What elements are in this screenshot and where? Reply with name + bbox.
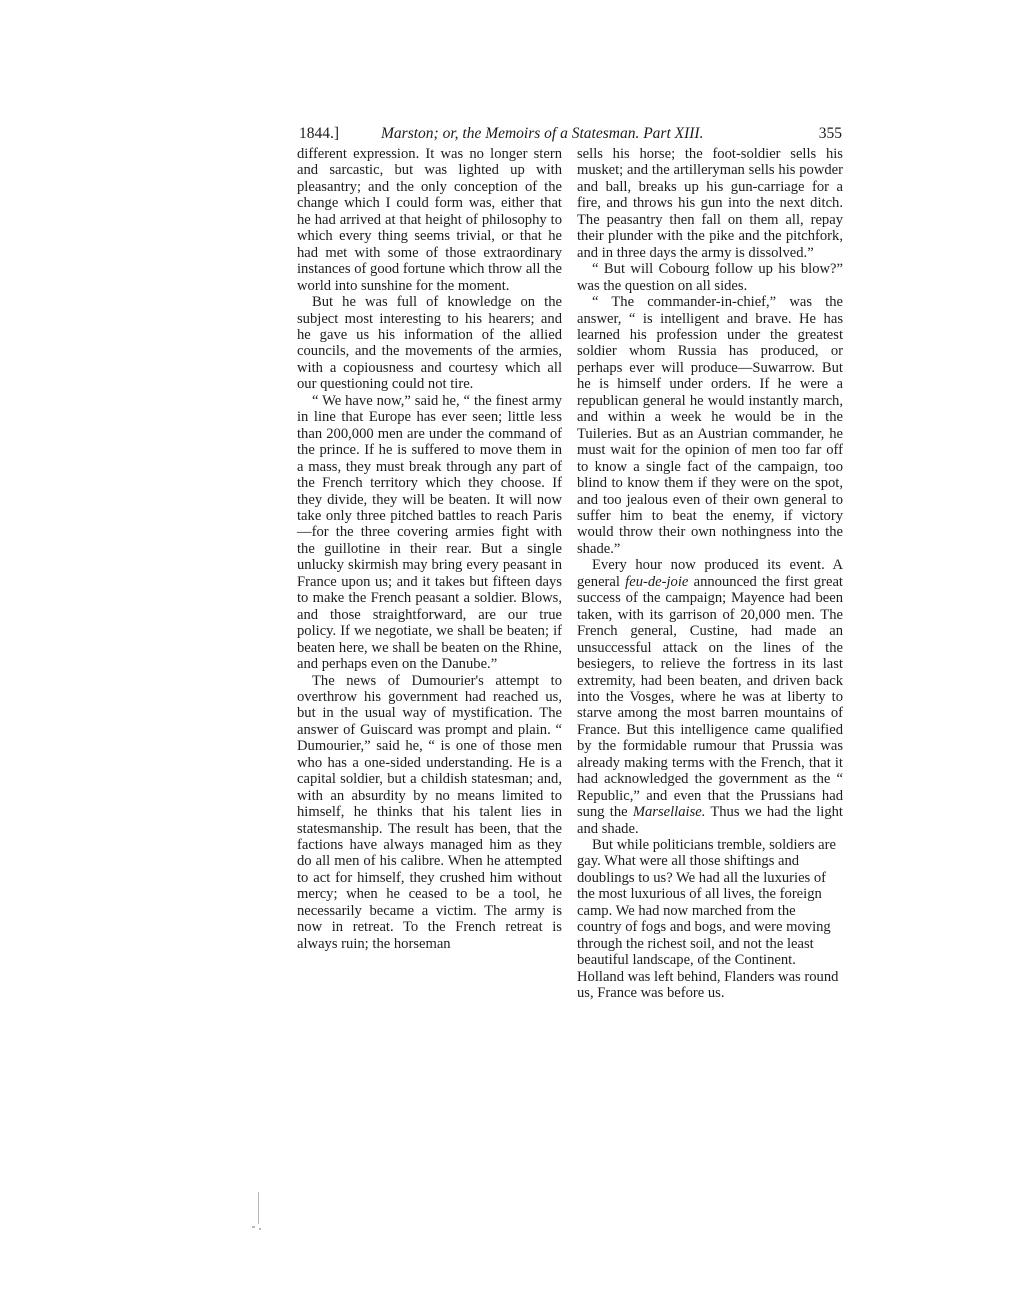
paragraph: different expression. It was no longer stern and sarcastic, but was lighted up with pleasantry; and the only conception of the change which I could form was, either that he had arrived at that height of philosophy to which every thing seems trivial, or that he had met with some of those extraordinary instances of good fortune which throw all the world into sunshine for the moment. [297, 146, 562, 294]
scan-artifact [252, 1226, 255, 1228]
paragraph: But while politicians tremble, soldiers are gay. What were all those shiftings and doublings to us? We had all the luxuries of the most luxurious of all lives, the foreign camp. We had now marched from the country of fogs and bogs, and were moving through the richest soil, and not the least beautiful landscape, of the Continent. Holland was left behind, Flanders was round us, France was before us. [577, 837, 839, 1002]
header-year: 1844.] [299, 125, 340, 142]
text-run: announced the first great success of the campaign; Mayence had been taken, with its garrison of 20,000 men. The French general, Custine, had made an unsuccessful attack on the lines of the besiegers, to relieve the fortress in its last extremity, had been beaten, and driven back into the Vosges, where he was at liberty to starve among the most barren mountains of France. But this intelligence came qualified by the formidable rumour that Prussia was already making terms with the French, that it had acknowledged the government as the “ Republic,” and even that the Prussians had sung the [577, 573, 843, 821]
paragraph: “ We have now,” said he, “ the finest army in line that Europe has ever seen; little less than 200,000 men are under the command of the prince. If he is suffered to move them in a mass, they must break through any part of the French territory which they choose. If they divide, they will be beaten. It will now take only three pitched battles to reach Paris—for the three covering armies fight with the guillotine in their rear. But a single unlucky skirmish may bring every peasant in France upon us; and it takes but fifteen days to make the French peasant a soldier. Blows, and those straightforward, are our true policy. If we negotiate, we shall be beaten; if beaten here, we shall be beaten on the Rhine, and perhaps even on the Danube.” [297, 392, 562, 673]
header-title: Marston; or, the Memoirs of a Statesman. Part XIII. [381, 125, 704, 142]
paragraph: But he was full of knowledge on the subject most interesting to his hearers; and he gave us his information of the allied councils, and the movements of the armies, with a copiousness and courtesy which all our questioning could not tire. [297, 294, 562, 393]
text-run: Thus we had the light and shade. [577, 804, 843, 837]
paragraph: “ But will Cobourg follow up his blow?” was the question on all sides. [577, 261, 843, 294]
right-column [577, 146, 843, 1002]
italic-phrase: feu-de-joie [625, 573, 689, 590]
running-header [297, 123, 842, 145]
paragraph: sells his horse; the foot-soldier sells his musket; and the artilleryman sells his powder and ball, breaks up his gun-carriage for a fire, and throws his gun into the next ditch. The peasantry then fall on them all, repay their plunder with the pike and the pitchfork, and in three days the army is dissolved.” [577, 146, 843, 261]
text-run: Every hour now produced its event. A general [577, 557, 843, 590]
page-number: 355 [818, 125, 842, 142]
paragraph: The news of Dumourier's attempt to overthrow his government had reached us, but in the usual way of mystification. The answer of Guiscard was prompt and plain. “ Dumourier,” said he, “ is one of those men who has a one-sided understanding. He is a capital soldier, but a childish statesman; and, with an absurdity by no means limited to himself, he thinks that his talent lies in statesmanship. The result has been, that the factions have always managed him as they do all men of his calibre. When he attempted to act for himself, they crushed him without mercy; when he ceased to be a tool, he necessarily became a victim. The army is now in retreat. To the French retreat is always ruin; the horseman [297, 672, 562, 952]
scan-artifact [259, 1228, 261, 1230]
paragraph [577, 557, 843, 837]
left-column [297, 146, 562, 952]
paragraph: “ The commander-in-chief,” was the answer, “ is intelligent and brave. He has learned his profession under the greatest soldier whom Russia has produced, or perhaps ever will produce—Suwarrow. But he is himself under orders. If he were a republican general he would instantly march, and within a week he would be in the Tuileries. But as an Austrian commander, he must wait for the opinion of men too far off to know a single fact of the campaign, too blind to know them if they were on the spot, and too jealous even of their own general to suffer him to beat the enemy, if victory would throw their own nothingness into the shade.” [577, 294, 843, 557]
scan-artifact [258, 1192, 259, 1224]
italic-phrase: Marsellaise. [632, 804, 706, 821]
